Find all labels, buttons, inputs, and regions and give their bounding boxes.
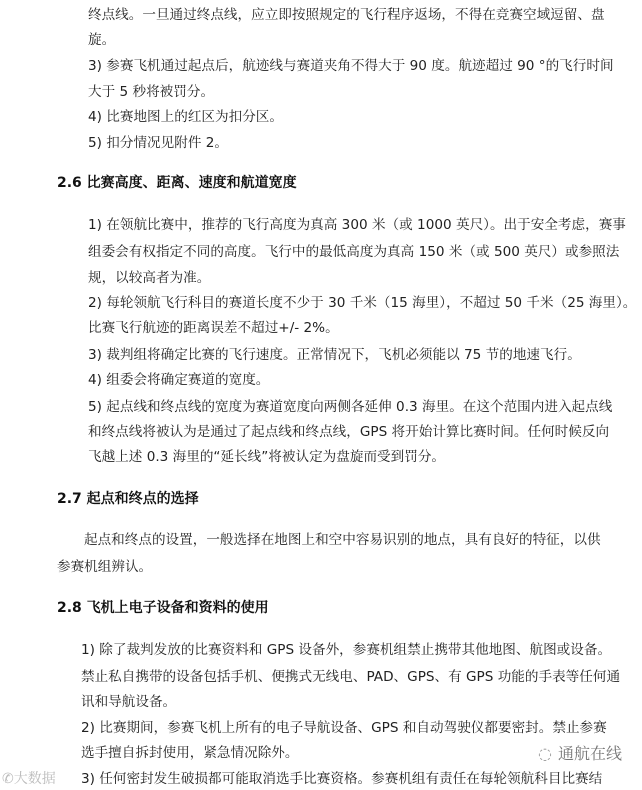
list-item-line: 组委会有权指定不同的高度。飞行中的最低高度为真高 150 米（或 500 英尺）或参照法 — [88, 244, 620, 260]
list-item-line: 比赛飞行航迹的距离误差不超过+/- 2%。 — [88, 320, 339, 336]
watermark-left: ✆大数据 — [2, 771, 56, 787]
list-item-line: 4) 比赛地图上的红区为扣分区。 — [88, 109, 283, 125]
section-heading: 2.7 起点和终点的选择 — [57, 491, 199, 507]
list-item-line: 5) 扣分情况见附件 2。 — [88, 135, 228, 151]
list-item-line: 1) 在领航比赛中，推荐的飞行高度为真高 300 米（或 1000 英尺）。出于安全考虑，赛事 — [88, 217, 626, 233]
list-item-line: 讯和导航设备。 — [81, 694, 177, 710]
wechat-icon: ◌ — [538, 744, 552, 763]
list-item-line: 2) 比赛期间，参赛飞机上所有的电子导航设备、GPS 和自动驾驶仪都要密封。禁止参赛 — [81, 720, 607, 736]
section-heading: 2.6 比赛高度、距离、速度和航道宽度 — [57, 175, 297, 191]
section-heading: 2.8 飞机上电子设备和资料的使用 — [57, 600, 269, 616]
weibo-icon: ✆ — [2, 771, 14, 787]
list-item-line: 4) 组委会将确定赛道的宽度。 — [88, 372, 270, 388]
list-item-line: 3) 裁判组将确定比赛的飞行速度。正常情况下，飞机必须能以 75 节的地速飞行。 — [88, 347, 581, 363]
list-item-line: 2) 每轮领航飞行科目的赛道长度不少于 30 千米（15 海里），不超过 50 千米（25 海里）。 — [88, 295, 637, 311]
list-item-line: 飞越上述 0.3 海里的“延长线”将被认定为盘旋而受到罚分。 — [88, 449, 446, 465]
paragraph-line: 旋。 — [88, 32, 116, 48]
paragraph-line: 终点线。一旦通过终点线，应立即按照规定的飞行程序返场，不得在竞赛空域逗留、盘 — [88, 7, 605, 23]
list-item-line: 大于 5 秒将被罚分。 — [88, 84, 215, 100]
list-item-line: 1) 除了裁判发放的比赛资料和 GPS 设备外，参赛机组禁止携带其他地图、航图或设备。 — [81, 642, 612, 658]
list-item-line: 3) 参赛飞机通过起点后，航迹线与赛道夹角不得大于 90 度。航迹超过 90 °的飞行时间 — [88, 58, 614, 74]
list-item-line: 和终点线将被认为是通过了起点线和终点线，GPS 将开始计算比赛时间。任何时候反向 — [88, 424, 610, 440]
list-item-line: 规，以较高者为准。 — [88, 270, 211, 286]
paragraph-line: 起点和终点的设置，一般选择在地图上和空中容易识别的地点，具有良好的特征，以供 — [84, 532, 601, 548]
paragraph-line: 参赛机组辨认。 — [57, 559, 153, 575]
brand-watermark: ◌ 通航在线 — [538, 744, 622, 763]
list-item-line: 5) 起点线和终点线的宽度为赛道宽度向两侧各延伸 0.3 海里。在这个范围内进入起点线 — [88, 399, 613, 415]
list-item-line: 禁止私自携带的设备包括手机、便携式无线电、PAD、GPS、有 GPS 功能的手表等任何通 — [81, 669, 621, 685]
list-item-line: 选手擅自拆封使用，紧急情况除外。 — [81, 745, 299, 761]
list-item-line: 3) 任何密封发生破损都可能取消选手比赛资格。参赛机组有责任在每轮领航科目比赛结 — [81, 771, 603, 787]
